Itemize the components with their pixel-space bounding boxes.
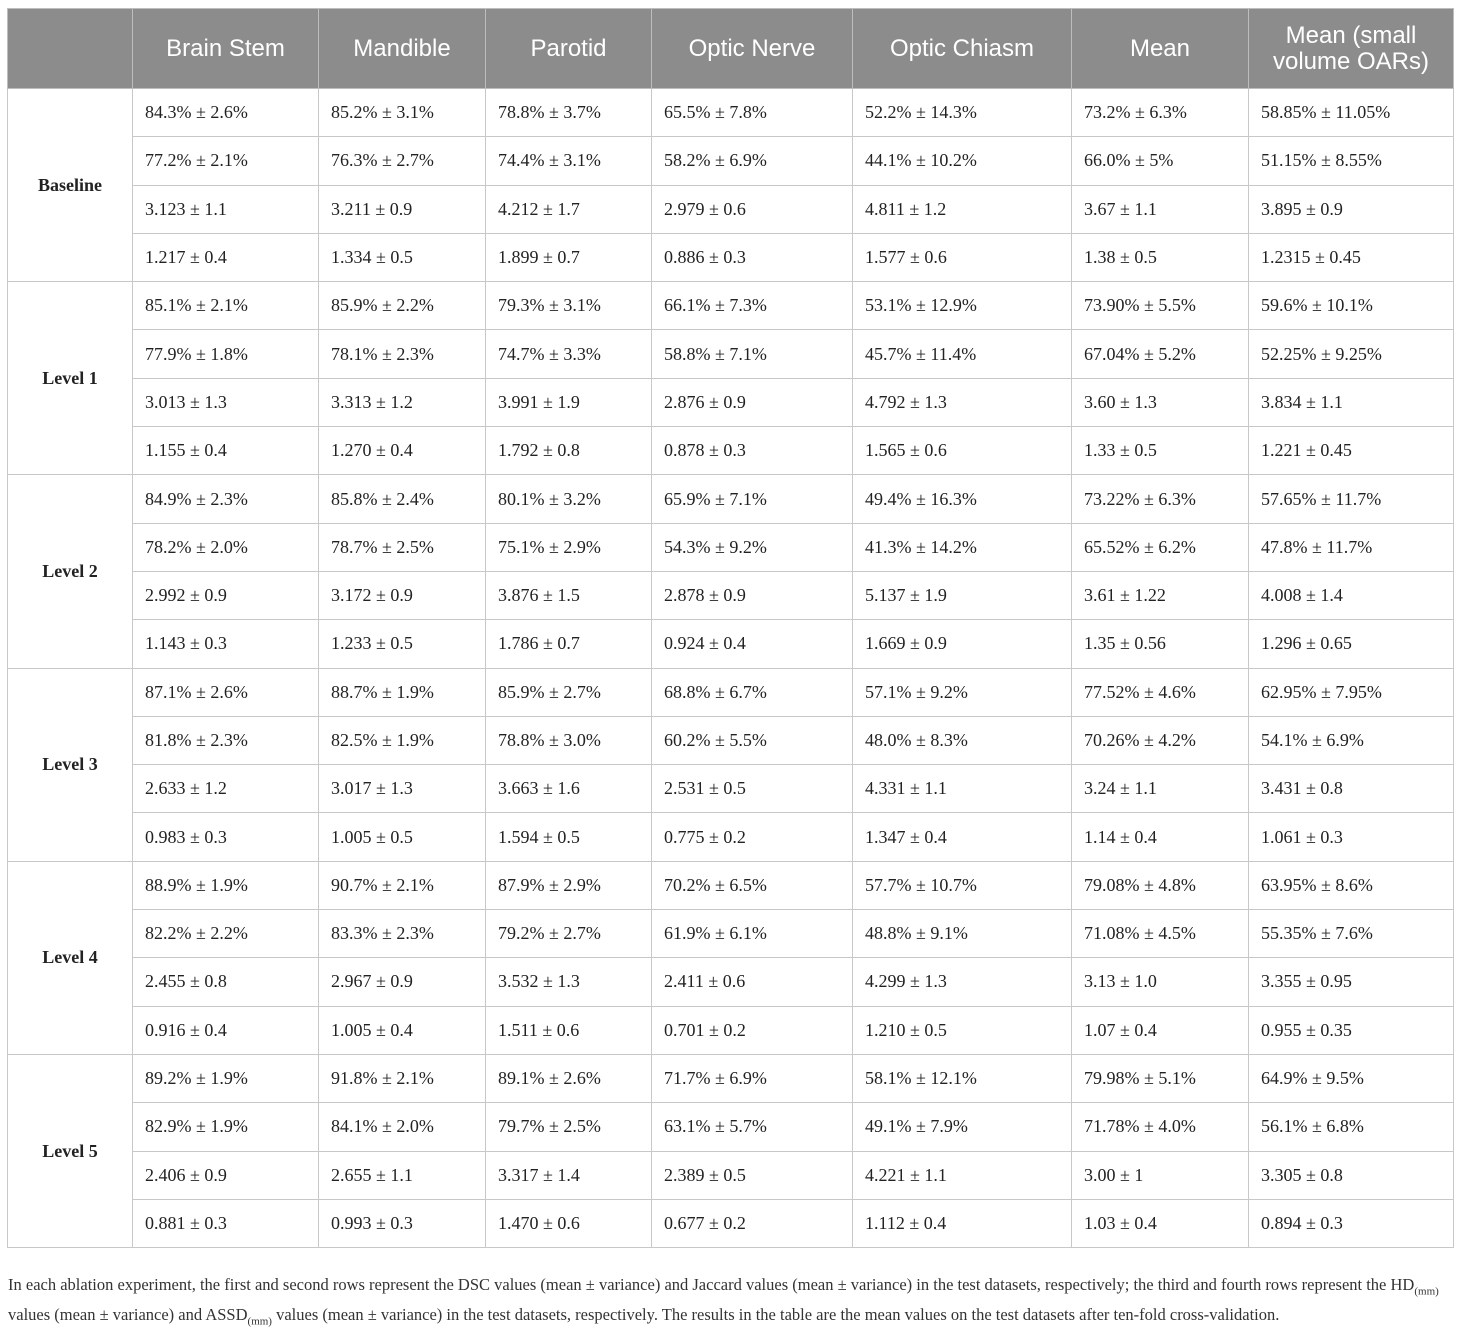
cell-optic-chiasm: 45.7% ± 11.4%	[853, 330, 1072, 378]
cell-mean: 3.13 ± 1.0	[1072, 958, 1249, 1006]
cell-parotid: 79.7% ± 2.5%	[486, 1103, 652, 1151]
cell-mean: 77.52% ± 4.6%	[1072, 668, 1249, 716]
cell-mean-small-oars: 47.8% ± 11.7%	[1249, 523, 1454, 571]
cell-mean: 73.2% ± 6.3%	[1072, 89, 1249, 137]
table-row	[8, 137, 1454, 185]
cell-brain-stem: 77.2% ± 2.1%	[133, 137, 319, 185]
cell-mean-small-oars: 64.9% ± 9.5%	[1249, 1054, 1454, 1102]
cell-optic-chiasm: 52.2% ± 14.3%	[853, 89, 1072, 137]
cell-mandible: 1.334 ± 0.5	[319, 233, 486, 281]
cell-mandible: 83.3% ± 2.3%	[319, 910, 486, 958]
cell-mean-small-oars: 59.6% ± 10.1%	[1249, 282, 1454, 330]
cell-optic-nerve: 63.1% ± 5.7%	[652, 1103, 853, 1151]
table-row	[8, 523, 1454, 571]
table-row	[8, 1054, 1454, 1102]
cell-parotid: 79.3% ± 3.1%	[486, 282, 652, 330]
cell-brain-stem: 1.217 ± 0.4	[133, 233, 319, 281]
cell-mean: 66.0% ± 5%	[1072, 137, 1249, 185]
cell-brain-stem: 82.9% ± 1.9%	[133, 1103, 319, 1151]
cell-optic-nerve: 2.389 ± 0.5	[652, 1151, 853, 1199]
cell-optic-chiasm: 49.4% ± 16.3%	[853, 475, 1072, 523]
cell-optic-chiasm: 57.7% ± 10.7%	[853, 861, 1072, 909]
cell-brain-stem: 84.9% ± 2.3%	[133, 475, 319, 523]
cell-mean-small-oars: 56.1% ± 6.8%	[1249, 1103, 1454, 1151]
row-group-label: Level 1	[8, 282, 133, 475]
cell-mean-small-oars: 52.25% ± 9.25%	[1249, 330, 1454, 378]
cell-optic-nerve: 2.411 ± 0.6	[652, 958, 853, 1006]
cell-parotid: 79.2% ± 2.7%	[486, 910, 652, 958]
cell-parotid: 3.876 ± 1.5	[486, 571, 652, 619]
cell-mandible: 2.967 ± 0.9	[319, 958, 486, 1006]
cell-parotid: 4.212 ± 1.7	[486, 185, 652, 233]
table-row	[8, 765, 1454, 813]
table-row	[8, 620, 1454, 668]
cell-optic-nerve: 0.924 ± 0.4	[652, 620, 853, 668]
table-row	[8, 571, 1454, 619]
cell-mean-small-oars: 51.15% ± 8.55%	[1249, 137, 1454, 185]
cell-optic-nerve: 71.7% ± 6.9%	[652, 1054, 853, 1102]
cell-mandible: 1.005 ± 0.5	[319, 813, 486, 861]
cell-mean: 71.08% ± 4.5%	[1072, 910, 1249, 958]
cell-brain-stem: 85.1% ± 2.1%	[133, 282, 319, 330]
cell-parotid: 1.511 ± 0.6	[486, 1006, 652, 1054]
header-brain-stem: Brain Stem	[133, 9, 319, 89]
cell-parotid: 75.1% ± 2.9%	[486, 523, 652, 571]
cell-mean: 73.22% ± 6.3%	[1072, 475, 1249, 523]
cell-brain-stem: 1.155 ± 0.4	[133, 427, 319, 475]
footnote-part2: values (mean ± variance) and ASSD	[8, 1305, 248, 1324]
header-row	[8, 9, 1454, 89]
cell-parotid: 3.663 ± 1.6	[486, 765, 652, 813]
cell-optic-nerve: 2.531 ± 0.5	[652, 765, 853, 813]
cell-mandible: 3.313 ± 1.2	[319, 378, 486, 426]
cell-mandible: 88.7% ± 1.9%	[319, 668, 486, 716]
cell-mean-small-oars: 1.061 ± 0.3	[1249, 813, 1454, 861]
cell-optic-nerve: 0.878 ± 0.3	[652, 427, 853, 475]
cell-mandible: 1.270 ± 0.4	[319, 427, 486, 475]
cell-mean: 67.04% ± 5.2%	[1072, 330, 1249, 378]
cell-mandible: 3.172 ± 0.9	[319, 571, 486, 619]
cell-optic-nerve: 65.5% ± 7.8%	[652, 89, 853, 137]
cell-mean-small-oars: 1.2315 ± 0.45	[1249, 233, 1454, 281]
cell-optic-chiasm: 1.565 ± 0.6	[853, 427, 1072, 475]
cell-mean-small-oars: 4.008 ± 1.4	[1249, 571, 1454, 619]
cell-mean: 3.60 ± 1.3	[1072, 378, 1249, 426]
table-row	[8, 185, 1454, 233]
cell-mean-small-oars: 3.834 ± 1.1	[1249, 378, 1454, 426]
cell-optic-chiasm: 1.669 ± 0.9	[853, 620, 1072, 668]
cell-optic-chiasm: 5.137 ± 1.9	[853, 571, 1072, 619]
cell-mean: 3.61 ± 1.22	[1072, 571, 1249, 619]
cell-brain-stem: 0.983 ± 0.3	[133, 813, 319, 861]
cell-mean-small-oars: 0.955 ± 0.35	[1249, 1006, 1454, 1054]
footnote-hd-subscript: (mm)	[1414, 1285, 1438, 1297]
cell-optic-nerve: 2.876 ± 0.9	[652, 378, 853, 426]
cell-brain-stem: 3.013 ± 1.3	[133, 378, 319, 426]
table-row	[8, 475, 1454, 523]
table-row	[8, 716, 1454, 764]
cell-brain-stem: 1.143 ± 0.3	[133, 620, 319, 668]
table-body	[8, 89, 1454, 1248]
cell-mean: 3.00 ± 1	[1072, 1151, 1249, 1199]
cell-mean-small-oars: 1.296 ± 0.65	[1249, 620, 1454, 668]
row-group-label: Level 4	[8, 861, 133, 1054]
cell-brain-stem: 89.2% ± 1.9%	[133, 1054, 319, 1102]
cell-mandible: 3.211 ± 0.9	[319, 185, 486, 233]
cell-optic-nerve: 61.9% ± 6.1%	[652, 910, 853, 958]
cell-optic-nerve: 70.2% ± 6.5%	[652, 861, 853, 909]
cell-optic-chiasm: 1.210 ± 0.5	[853, 1006, 1072, 1054]
cell-mandible: 91.8% ± 2.1%	[319, 1054, 486, 1102]
cell-brain-stem: 2.455 ± 0.8	[133, 958, 319, 1006]
table-row	[8, 813, 1454, 861]
cell-parotid: 3.991 ± 1.9	[486, 378, 652, 426]
cell-mandible: 1.233 ± 0.5	[319, 620, 486, 668]
cell-mean-small-oars: 3.431 ± 0.8	[1249, 765, 1454, 813]
row-group-label: Level 3	[8, 668, 133, 861]
table-row	[8, 668, 1454, 716]
cell-optic-chiasm: 4.792 ± 1.3	[853, 378, 1072, 426]
table-row	[8, 282, 1454, 330]
row-group-label: Level 2	[8, 475, 133, 668]
cell-brain-stem: 0.916 ± 0.4	[133, 1006, 319, 1054]
cell-optic-nerve: 58.2% ± 6.9%	[652, 137, 853, 185]
cell-parotid: 1.594 ± 0.5	[486, 813, 652, 861]
header-mean-small-oars: Mean (small volume OARs)	[1249, 9, 1454, 89]
cell-mandible: 90.7% ± 2.1%	[319, 861, 486, 909]
table-row	[8, 89, 1454, 137]
table-row	[8, 1103, 1454, 1151]
cell-mean: 71.78% ± 4.0%	[1072, 1103, 1249, 1151]
cell-optic-chiasm: 1.347 ± 0.4	[853, 813, 1072, 861]
cell-mean: 79.08% ± 4.8%	[1072, 861, 1249, 909]
cell-parotid: 87.9% ± 2.9%	[486, 861, 652, 909]
table-row	[8, 1006, 1454, 1054]
cell-brain-stem: 88.9% ± 1.9%	[133, 861, 319, 909]
cell-parotid: 3.532 ± 1.3	[486, 958, 652, 1006]
cell-optic-nerve: 68.8% ± 6.7%	[652, 668, 853, 716]
cell-mean: 73.90% ± 5.5%	[1072, 282, 1249, 330]
cell-parotid: 1.470 ± 0.6	[486, 1199, 652, 1247]
header-optic-chiasm: Optic Chiasm	[853, 9, 1072, 89]
table-row	[8, 958, 1454, 1006]
row-group-label: Baseline	[8, 89, 133, 282]
footnote-part3: values (mean ± variance) in the test datasets, respectively. The results in the table are the mean values on the test datasets after ten-fold cross-validation.	[272, 1305, 1279, 1324]
cell-brain-stem: 2.406 ± 0.9	[133, 1151, 319, 1199]
table-row	[8, 378, 1454, 426]
table-row	[8, 910, 1454, 958]
cell-mandible: 78.7% ± 2.5%	[319, 523, 486, 571]
cell-parotid: 1.899 ± 0.7	[486, 233, 652, 281]
cell-optic-chiasm: 1.112 ± 0.4	[853, 1199, 1072, 1247]
results-table-container	[7, 8, 1453, 1248]
table-row	[8, 861, 1454, 909]
cell-optic-nerve: 58.8% ± 7.1%	[652, 330, 853, 378]
cell-parotid: 74.7% ± 3.3%	[486, 330, 652, 378]
cell-brain-stem: 2.992 ± 0.9	[133, 571, 319, 619]
cell-optic-chiasm: 58.1% ± 12.1%	[853, 1054, 1072, 1102]
cell-mean-small-oars: 3.305 ± 0.8	[1249, 1151, 1454, 1199]
cell-mandible: 78.1% ± 2.3%	[319, 330, 486, 378]
cell-mandible: 84.1% ± 2.0%	[319, 1103, 486, 1151]
cell-mean: 65.52% ± 6.2%	[1072, 523, 1249, 571]
cell-mandible: 1.005 ± 0.4	[319, 1006, 486, 1054]
table-row	[8, 330, 1454, 378]
cell-optic-chiasm: 4.331 ± 1.1	[853, 765, 1072, 813]
cell-mean-small-oars: 3.355 ± 0.95	[1249, 958, 1454, 1006]
cell-parotid: 85.9% ± 2.7%	[486, 668, 652, 716]
cell-mean: 1.07 ± 0.4	[1072, 1006, 1249, 1054]
cell-optic-nerve: 2.979 ± 0.6	[652, 185, 853, 233]
cell-mean: 1.35 ± 0.56	[1072, 620, 1249, 668]
cell-mean-small-oars: 55.35% ± 7.6%	[1249, 910, 1454, 958]
cell-parotid: 74.4% ± 3.1%	[486, 137, 652, 185]
cell-mean-small-oars: 58.85% ± 11.05%	[1249, 89, 1454, 137]
cell-mean: 1.03 ± 0.4	[1072, 1199, 1249, 1247]
table-row	[8, 427, 1454, 475]
cell-mean: 3.67 ± 1.1	[1072, 185, 1249, 233]
cell-optic-chiasm: 1.577 ± 0.6	[853, 233, 1072, 281]
cell-brain-stem: 78.2% ± 2.0%	[133, 523, 319, 571]
cell-optic-chiasm: 44.1% ± 10.2%	[853, 137, 1072, 185]
cell-mandible: 85.8% ± 2.4%	[319, 475, 486, 523]
cell-parotid: 1.786 ± 0.7	[486, 620, 652, 668]
cell-mandible: 3.017 ± 1.3	[319, 765, 486, 813]
cell-optic-nerve: 0.677 ± 0.2	[652, 1199, 853, 1247]
footnote-assd-subscript: (mm)	[248, 1315, 272, 1327]
cell-mean: 1.14 ± 0.4	[1072, 813, 1249, 861]
cell-brain-stem: 0.881 ± 0.3	[133, 1199, 319, 1247]
cell-mean: 1.38 ± 0.5	[1072, 233, 1249, 281]
cell-brain-stem: 81.8% ± 2.3%	[133, 716, 319, 764]
cell-brain-stem: 87.1% ± 2.6%	[133, 668, 319, 716]
cell-brain-stem: 82.2% ± 2.2%	[133, 910, 319, 958]
cell-mean: 1.33 ± 0.5	[1072, 427, 1249, 475]
cell-optic-nerve: 54.3% ± 9.2%	[652, 523, 853, 571]
cell-optic-nerve: 0.886 ± 0.3	[652, 233, 853, 281]
cell-parotid: 3.317 ± 1.4	[486, 1151, 652, 1199]
cell-parotid: 89.1% ± 2.6%	[486, 1054, 652, 1102]
cell-mean: 70.26% ± 4.2%	[1072, 716, 1249, 764]
table-footnote	[8, 1273, 1454, 1333]
cell-mandible: 76.3% ± 2.7%	[319, 137, 486, 185]
header-group	[8, 9, 133, 89]
cell-optic-chiasm: 48.8% ± 9.1%	[853, 910, 1072, 958]
table-row	[8, 1151, 1454, 1199]
cell-optic-chiasm: 57.1% ± 9.2%	[853, 668, 1072, 716]
cell-mean-small-oars: 1.221 ± 0.45	[1249, 427, 1454, 475]
cell-mean-small-oars: 3.895 ± 0.9	[1249, 185, 1454, 233]
cell-optic-chiasm: 49.1% ± 7.9%	[853, 1103, 1072, 1151]
cell-brain-stem: 3.123 ± 1.1	[133, 185, 319, 233]
cell-parotid: 78.8% ± 3.0%	[486, 716, 652, 764]
cell-mandible: 85.2% ± 3.1%	[319, 89, 486, 137]
row-group-label: Level 5	[8, 1054, 133, 1247]
cell-mandible: 0.993 ± 0.3	[319, 1199, 486, 1247]
cell-mean: 79.98% ± 5.1%	[1072, 1054, 1249, 1102]
cell-optic-chiasm: 4.299 ± 1.3	[853, 958, 1072, 1006]
table-row	[8, 233, 1454, 281]
cell-mean: 3.24 ± 1.1	[1072, 765, 1249, 813]
header-mandible: Mandible	[319, 9, 486, 89]
table-row	[8, 1199, 1454, 1247]
header-optic-nerve: Optic Nerve	[652, 9, 853, 89]
cell-mandible: 2.655 ± 1.1	[319, 1151, 486, 1199]
cell-optic-chiasm: 4.221 ± 1.1	[853, 1151, 1072, 1199]
cell-mean-small-oars: 57.65% ± 11.7%	[1249, 475, 1454, 523]
cell-mean-small-oars: 62.95% ± 7.95%	[1249, 668, 1454, 716]
header-parotid: Parotid	[486, 9, 652, 89]
cell-optic-nerve: 0.701 ± 0.2	[652, 1006, 853, 1054]
cell-mean-small-oars: 54.1% ± 6.9%	[1249, 716, 1454, 764]
cell-brain-stem: 84.3% ± 2.6%	[133, 89, 319, 137]
cell-optic-nerve: 0.775 ± 0.2	[652, 813, 853, 861]
cell-mean-small-oars: 63.95% ± 8.6%	[1249, 861, 1454, 909]
cell-optic-nerve: 65.9% ± 7.1%	[652, 475, 853, 523]
cell-optic-nerve: 2.878 ± 0.9	[652, 571, 853, 619]
cell-mandible: 82.5% ± 1.9%	[319, 716, 486, 764]
cell-brain-stem: 77.9% ± 1.8%	[133, 330, 319, 378]
ablation-results-table	[7, 8, 1454, 1248]
cell-mean-small-oars: 0.894 ± 0.3	[1249, 1199, 1454, 1247]
cell-parotid: 1.792 ± 0.8	[486, 427, 652, 475]
cell-parotid: 78.8% ± 3.7%	[486, 89, 652, 137]
cell-optic-chiasm: 53.1% ± 12.9%	[853, 282, 1072, 330]
cell-parotid: 80.1% ± 3.2%	[486, 475, 652, 523]
cell-optic-nerve: 66.1% ± 7.3%	[652, 282, 853, 330]
cell-optic-chiasm: 48.0% ± 8.3%	[853, 716, 1072, 764]
cell-optic-chiasm: 41.3% ± 14.2%	[853, 523, 1072, 571]
cell-brain-stem: 2.633 ± 1.2	[133, 765, 319, 813]
cell-optic-chiasm: 4.811 ± 1.2	[853, 185, 1072, 233]
cell-optic-nerve: 60.2% ± 5.5%	[652, 716, 853, 764]
header-mean: Mean	[1072, 9, 1249, 89]
footnote-part1: In each ablation experiment, the first and second rows represent the DSC values (mean ± variance) and Jaccard values (mean ± variance) in the test datasets, respectively; the third and fourth rows represent the HD	[8, 1275, 1414, 1294]
cell-mandible: 85.9% ± 2.2%	[319, 282, 486, 330]
